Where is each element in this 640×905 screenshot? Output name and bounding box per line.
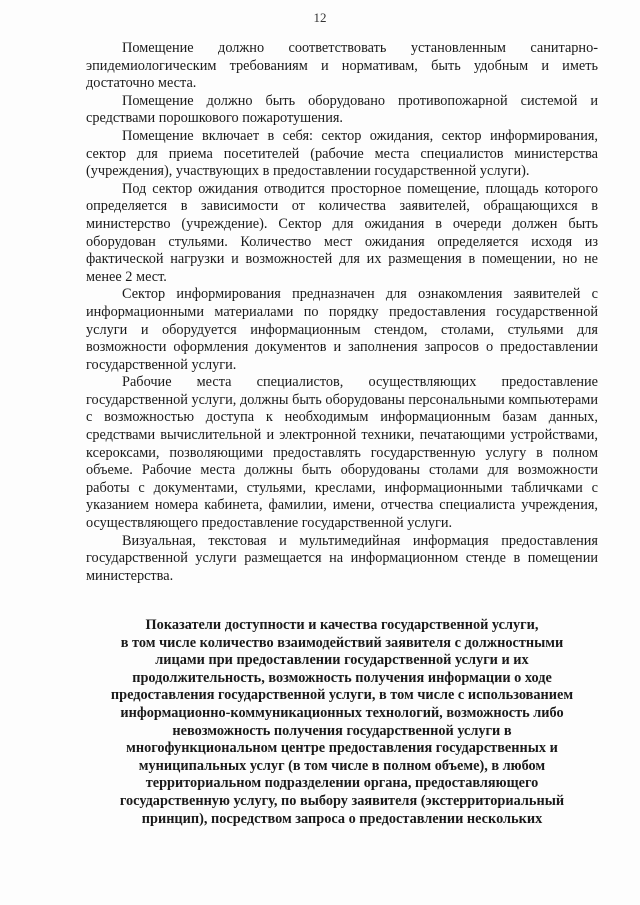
section-title-line: информационно-коммуникационных технологий, возможность либо (120, 704, 564, 721)
paragraph-waiting-sector: Под сектор ожидания отводится просторное помещение, площадь которого определяется в зависимости от количества заявителей, обращающихся в министерство (учреждение). Сектор для ожидания в очереди должен быть оборудован стульями. Количество мест ожидания определяется исходя из фактической нагрузки и возможностей для их размещения в помещении, но не менее 2 мест. (86, 180, 598, 285)
page-number: 12 (313, 10, 327, 25)
paragraph-workplaces: Рабочие места специалистов, осуществляющих предоставление государственной услуги, должны быть оборудованы персональными компьютерами с возможностью доступа к необходимым информационным базам данных, средствами вычислительной и электронной техники, печатающими устройствами, ксероксами, позволяющими предоставлять государственную услугу в полном объеме. Рабочие места должны быть оборудованы столами для возможности работы с документами, стульями, креслами, информационными табличками с указанием номера кабинета, фамилии, имени, отчества специалиста учреждения, осуществляющего предоставление государственной услуги. (86, 374, 598, 532)
section-title (86, 617, 598, 828)
section-title-line: муниципальных услуг (в том числе в полном объеме), в любом (138, 757, 546, 774)
paragraph-information-sector: Сектор информирования предназначен для ознакомления заявителей с информационными материалами по порядку предоставления государственной услуги и оборудуется информационным стендом, столами, стульями для возможности оформления документов и заполнения запросов о предоставлении государственной услуги. (86, 286, 598, 373)
paragraph-premises-requirements: Помещение должно соответствовать установленным санитарно-эпидемиологическим требованиям и нормативам, быть удобным и иметь достаточно места. (86, 40, 598, 92)
section-title-line: Показатели доступности и качества государственной услуги, (145, 617, 539, 633)
section-title-line: продолжительность, возможность получения информации о ходе (132, 669, 552, 686)
section-title-line: лицами при предоставлении государственной услуги и их (155, 652, 529, 669)
paragraph-visual-information: Визуальная, текстовая и мультимедийная информация предоставления государственной услуги размещается на информационном стенде в помещении министерства. (86, 532, 598, 584)
body-text (86, 40, 598, 585)
section-title-line: многофункциональном центре предоставления государственных и (126, 740, 558, 757)
section-title-line: невозможность получения государственной услуги в (172, 722, 512, 739)
paragraph-premises-sectors: Помещение включает в себя: сектор ожидания, сектор информирования, сектор для приема посетителей (рабочие места специалистов министерства (учреждения), участвующих в предоставлении государственной услуги). (86, 127, 598, 180)
section-title-line: в том числе количество взаимодействий заявителя с должностными (120, 634, 564, 651)
paragraph-fire-safety: Помещение должно быть оборудовано противопожарной системой и средствами порошкового пожаротушения. (86, 92, 598, 127)
section-title-line: предоставления государственной услуги, в том числе с использованием (110, 687, 574, 704)
section-title-line: территориальном подразделении органа, предоставляющего (145, 775, 539, 792)
section-title-line: государственную услугу, по выбору заявителя (экстерриториальный (119, 792, 565, 809)
section-title-line: принцип), посредством запроса о предоставлении нескольких (141, 810, 543, 827)
